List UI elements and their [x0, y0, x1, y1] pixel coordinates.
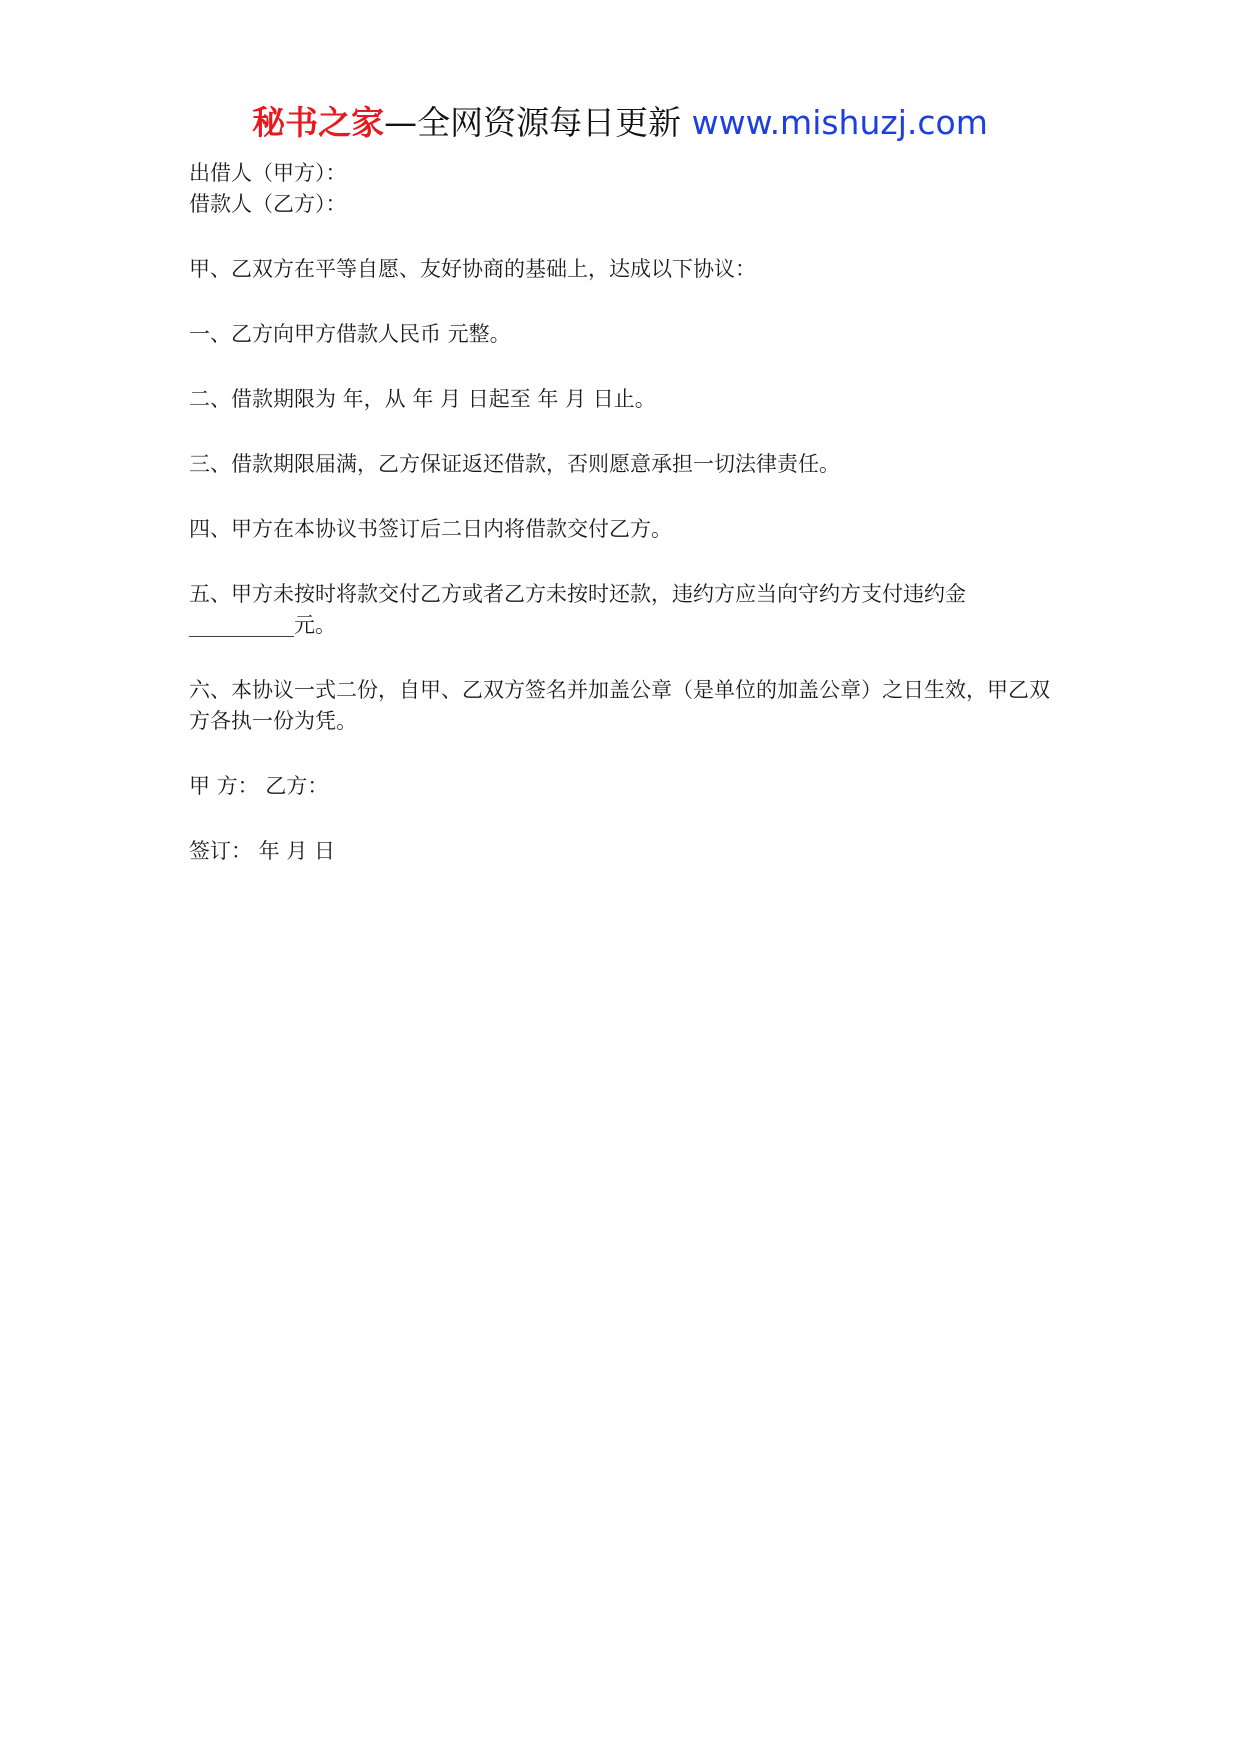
- clause-5: 五、甲方未按时将款交付乙方或者乙方未按时还款，违约方应当向守约方支付违约金__________元。: [189, 582, 966, 637]
- clause-6: 六、本协议一式二份，自甲、乙双方签名并加盖公章（是单位的加盖公章）之日生效，甲乙双方各执一份为凭。: [189, 678, 1050, 733]
- clause-2: 二、借款期限为 年，从 年 月 日起至 年 月 日止。: [189, 387, 656, 411]
- lender-line: 出借人（甲方）：: [189, 161, 347, 185]
- signature-line: 甲 方： 乙方：: [189, 774, 329, 798]
- parties-block: [189, 158, 1059, 220]
- site-watermark-header: [0, 100, 1240, 146]
- agreement-body: [189, 254, 1059, 901]
- preamble: 甲、乙双方在平等自愿、友好协商的基础上，达成以下协议：: [189, 257, 756, 281]
- borrower-line: 借款人（乙方）：: [189, 192, 347, 216]
- brand-name: 秘书之家: [252, 103, 385, 142]
- brand-slogan: —全网资源每日更新: [384, 103, 682, 142]
- clause-3: 三、借款期限届满，乙方保证返还借款，否则愿意承担一切法律责任。: [189, 452, 840, 476]
- clause-1: 一、乙方向甲方借款人民币 元整。: [189, 322, 511, 346]
- signing-date-line: 签订： 年 月 日: [189, 839, 336, 863]
- clause-4: 四、甲方在本协议书签订后二日内将借款交付乙方。: [189, 517, 672, 541]
- site-url: www.mishuzj.com: [691, 103, 988, 142]
